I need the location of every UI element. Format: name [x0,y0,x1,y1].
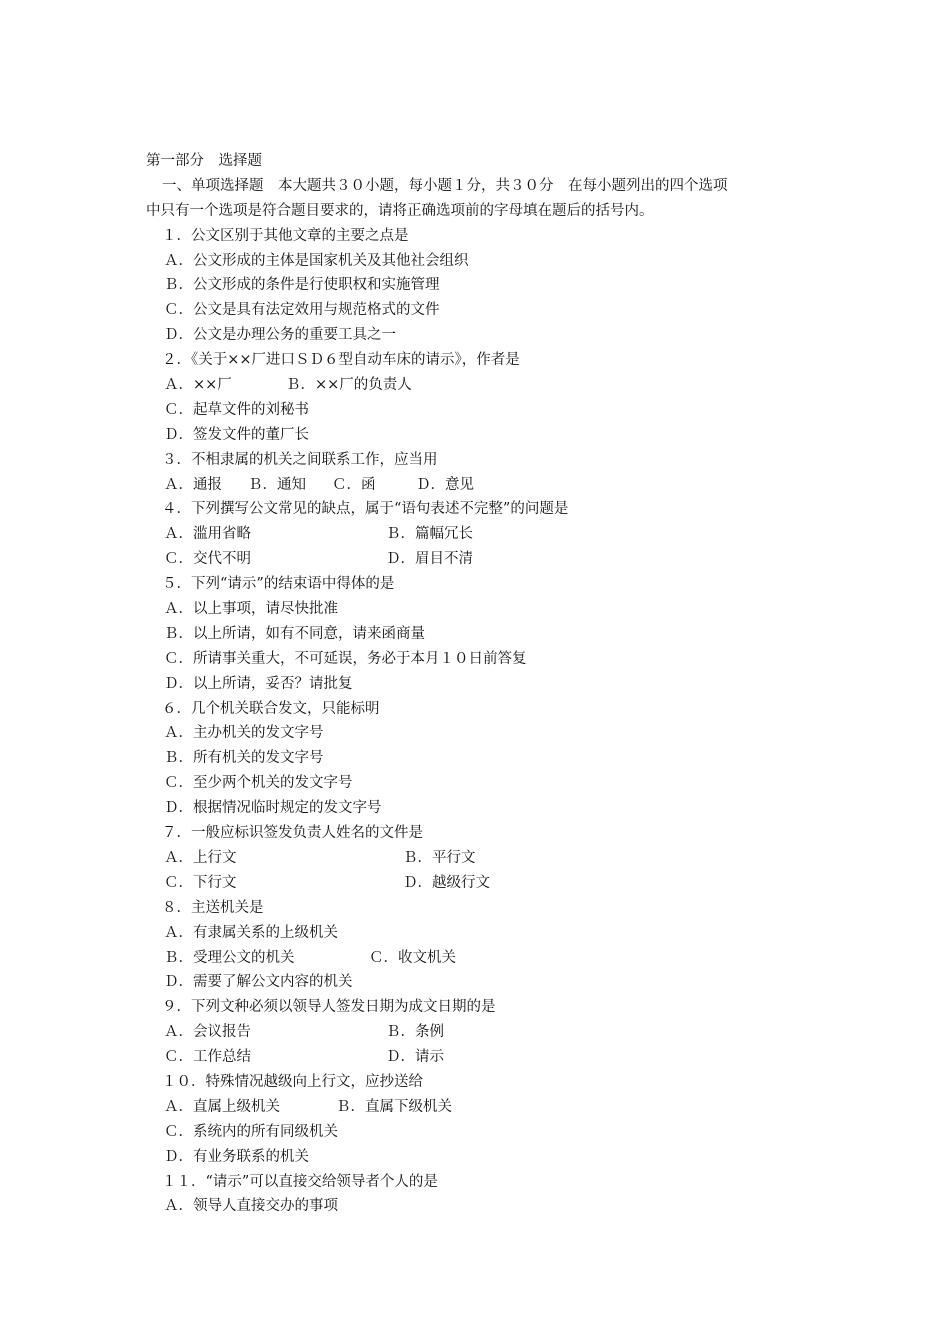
question-11-stem: １１．“请示”可以直接交给领导者个人的是 [162,1173,438,1190]
question-7-stem: ７．一般应标识签发负责人姓名的文件是 [162,825,423,842]
question-3-stem: ３．不相隶属的机关之间联系工作，应当用 [162,451,438,468]
question-3-option-a: Ａ．通报 [164,476,222,493]
question-10-option-d: Ｄ．有业务联系的机关 [164,1148,309,1165]
question-9-stem: ９．下列文种必须以领导人签发日期为成文日期的是 [162,999,496,1016]
question-9-options-ab [146,1020,826,1045]
question-8-options-bc [146,946,826,971]
exam-text [146,149,826,1219]
question-6-option-b: Ｂ．所有机关的发文字号 [164,750,324,767]
question-4-option-c: Ｃ．交代不明 [164,551,251,568]
question-9-option-d: Ｄ．请示 [386,1049,444,1066]
question-10-option-b: Ｂ．直属下级机关 [336,1098,452,1115]
question-7-options-cd [146,871,826,896]
question-7-options-ab [146,846,826,871]
question-7-option-c: Ｃ．下行文 [164,874,237,891]
instructions-line-1: 一、单项选择题 本大题共３０小题，每小题１分，共３０分 在每小题列出的四个选项 [162,177,728,194]
question-10-stem: １０．特殊情况越级向上行文，应抄送给 [162,1073,423,1090]
question-8-stem: ８．主送机关是 [162,899,264,916]
question-2-stem: ２．《关于××厂进口ＳＤ６型自动车床的请示》，作者是 [162,352,520,369]
question-9-option-b: Ｂ．条例 [386,1024,444,1041]
question-6-option-a: Ａ．主办机关的发文字号 [164,725,324,742]
instructions-line-2: 中只有一个选项是符合题目要求的，请将正确选项前的字母填在题后的括号内。 [146,202,654,219]
question-10-options-ab [146,1095,826,1120]
question-3-option-b: Ｂ．通知 [248,476,306,493]
question-8-option-d: Ｄ．需要了解公文内容的机关 [164,974,353,991]
question-2-option-c: Ｃ．起草文件的刘秘书 [164,401,309,418]
question-3-option-c: Ｃ．函 [332,476,376,493]
question-9-option-c: Ｃ．工作总结 [164,1049,251,1066]
question-2-option-d: Ｄ．签发文件的董厂长 [164,426,309,443]
question-8-option-a: Ａ．有隶属关系的上级机关 [164,924,338,941]
question-1-option-a: Ａ．公文形成的主体是国家机关及其他社会组织 [164,252,469,269]
question-4-options-cd [146,547,826,572]
question-2-option-a: Ａ．××厂 [164,377,232,394]
question-3-option-d: Ｄ．意见 [416,476,474,493]
question-5-option-b: Ｂ．以上所请，如有不同意，请来函商量 [164,625,425,642]
question-9-option-a: Ａ．会议报告 [164,1024,251,1041]
question-3-options [146,473,826,498]
question-1-stem: １．公文区别于其他文章的主要之点是 [162,227,409,244]
question-5-option-a: Ａ．以上事项，请尽快批准 [164,601,338,618]
question-2-options-ab [146,373,826,398]
question-2-option-b: Ｂ．××厂的负责人 [286,377,412,394]
question-7-option-a: Ａ．上行文 [164,849,237,866]
question-1-option-c: Ｃ．公文是具有法定效用与规范格式的文件 [164,302,440,319]
question-7-option-d: Ｄ．越级行文 [403,874,490,891]
question-4-option-a: Ａ．滥用省略 [164,526,251,543]
question-11-option-a: Ａ．领导人直接交办的事项 [164,1198,338,1215]
question-8-option-b: Ｂ．受理公文的机关 [164,949,295,966]
section-title: 第一部分 选择题 [146,153,262,169]
question-4-options-ab [146,522,826,547]
question-10-option-c: Ｃ．系统内的所有同级机关 [164,1123,338,1140]
question-6-option-d: Ｄ．根据情况临时规定的发文字号 [164,800,382,817]
question-8-option-c: Ｃ．收文机关 [369,949,456,966]
question-5-option-c: Ｃ．所请事关重大，不可延误，务必于本月１０日前答复 [164,650,527,667]
question-9-options-cd [146,1045,826,1070]
question-4-option-d: Ｄ．眉目不清 [386,551,473,568]
question-6-option-c: Ｃ．至少两个机关的发文字号 [164,775,353,792]
question-6-stem: ６．几个机关联合发文，只能标明 [162,700,380,717]
question-5-option-d: Ｄ．以上所请，妥否？请批复 [164,675,353,692]
question-4-stem: ４．下列撰写公文常见的缺点，属于“语句表述不完整”的问题是 [162,501,569,518]
question-4-option-b: Ｂ．篇幅冗长 [386,526,473,543]
question-5-stem: ５．下列“请示”的结束语中得体的是 [162,576,395,593]
question-10-option-a: Ａ．直属上级机关 [164,1098,280,1115]
question-7-option-b: Ｂ．平行文 [403,849,476,866]
question-1-option-d: Ｄ．公文是办理公务的重要工具之一 [164,327,396,344]
question-1-option-b: Ｂ．公文形成的条件是行使职权和实施管理 [164,277,440,294]
